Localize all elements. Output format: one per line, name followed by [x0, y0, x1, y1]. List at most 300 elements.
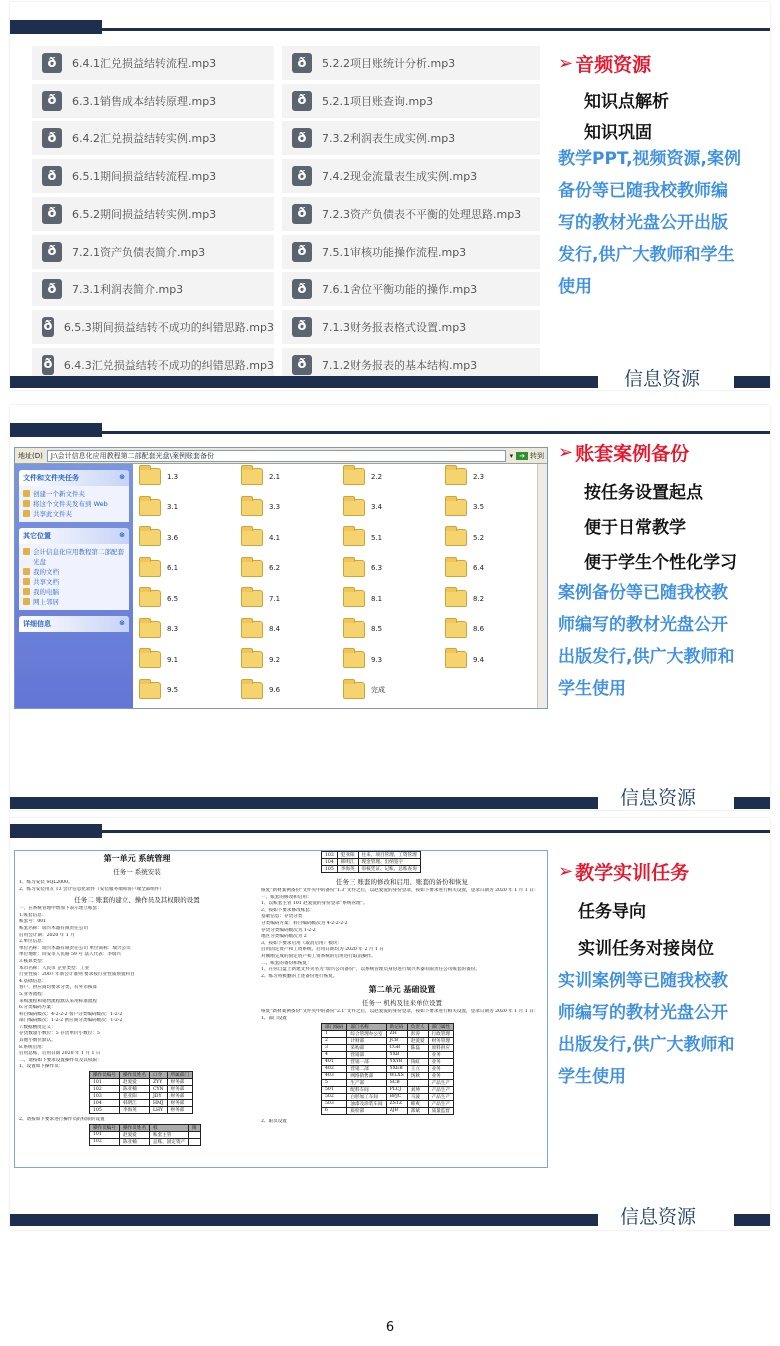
doc-line: 地区分类编码级次为 2 [261, 934, 307, 940]
top-bar-left [10, 824, 102, 838]
doc-page-left [19, 851, 255, 1167]
folder-item[interactable] [343, 499, 382, 516]
doc-table-cell: 4 [322, 1051, 347, 1058]
doc-line: 存货分类编码级次为 1-2-2 [261, 927, 316, 933]
doc-line: 启用会计期：2020 年 1 月 [19, 932, 75, 938]
top-bar-line [102, 28, 770, 31]
audio-note-icon: ð [42, 91, 62, 111]
doc-table-cell: 产品生产 [428, 1079, 453, 1086]
audio-note-icon: ð [292, 91, 312, 111]
audio-file-item[interactable] [32, 197, 274, 231]
tasks-item-2: 实训任务对接岗位 [578, 939, 714, 959]
doc-lines [261, 888, 543, 980]
folder-icon [241, 651, 263, 668]
bottom-bar [10, 797, 598, 809]
folder-icon [343, 560, 365, 577]
doc-line: 1、练习安装 SQL2000。 [19, 880, 73, 885]
doc-table-cell: 402 [322, 1065, 347, 1072]
audio-file-item[interactable] [282, 121, 540, 155]
doc-table-row [322, 859, 421, 866]
doc-table-cell: 彭涛 [407, 1030, 428, 1037]
slide-case-backup [10, 405, 770, 810]
doc-line: 本币名称：人民币 企业类型：工业 [19, 965, 90, 971]
folder-label: 5.2 [473, 533, 485, 542]
doc-line: 采购流程和销售流程默认采用标准流程 [19, 998, 98, 1004]
doc-table-header-cell: 限 [189, 1124, 201, 1131]
top-bar-line [102, 431, 770, 434]
tasks-heading-text: 教学实训任务 [575, 862, 690, 884]
doc-line: 存货数量小数位：5 存货单价小数位：5 [19, 1031, 100, 1037]
audio-desc-line: 发行,供广大教师和学生 [558, 245, 735, 265]
folder-item[interactable] [445, 529, 484, 546]
doc-table-cell: 刘坤 [407, 1086, 428, 1093]
folder-item[interactable] [241, 529, 280, 546]
audio-file-label: 6.5.1期间损益结转流程.mp3 [72, 170, 217, 184]
folder-icon [445, 560, 467, 577]
doc-table-cell: 财务部 [167, 1079, 192, 1086]
task-link-label: 共享此文件夹 [33, 510, 72, 518]
expand-icon[interactable]: ⊗ [119, 619, 125, 627]
folder-item[interactable] [139, 468, 178, 485]
document-preview [14, 850, 548, 1168]
folder-item[interactable] [445, 468, 484, 485]
tasks-desc [558, 965, 768, 1093]
task-link[interactable] [23, 489, 125, 499]
folder-icon [139, 621, 161, 638]
folder-label: 8.4 [269, 625, 281, 633]
doc-table-cell: 财务部 [167, 1107, 192, 1114]
task-panel-title: 详细信息 [23, 620, 51, 628]
doc-table-cell: 李海英 [337, 866, 358, 873]
audio-item-2: 知识巩固 [584, 123, 652, 143]
doc-table-cell: CGB [386, 1044, 407, 1051]
folder-icon [139, 468, 161, 485]
slide-audio-resources [10, 2, 770, 390]
doc-line: 1、以账套主管 101 赵爱爱的身份登录“系统管理”。 [261, 901, 368, 907]
doc-table-cell: HMJ [149, 1100, 167, 1107]
audio-file-item[interactable] [282, 46, 540, 80]
doc-table-cell: 101 [90, 1079, 120, 1086]
address-path: J:\会计信息化应用教程第二部配套光盘\案例账套备份 [50, 451, 214, 460]
folder-icon [343, 590, 365, 607]
bottom-bar [10, 376, 598, 388]
doc-table-cell: 郑斌 [407, 1107, 428, 1114]
folder-item[interactable] [139, 590, 178, 607]
doc-table-departments [321, 1023, 454, 1115]
folder-item[interactable] [241, 590, 280, 607]
go-button[interactable]: ➔ [516, 452, 528, 460]
doc-table-header-cell: 部门属性 [428, 1023, 453, 1030]
doc-table-cell: 财务部 [167, 1093, 192, 1100]
doc-table-cell: YXEB [386, 1065, 407, 1072]
folder-icon [445, 651, 467, 668]
task-panel-details [19, 616, 129, 632]
doc-line: 3、按如下要求启用（取消启用）模块： [261, 940, 343, 946]
doc-table-cell: JCB [386, 1037, 407, 1044]
audio-text-block [558, 50, 768, 303]
folder-item[interactable] [445, 621, 484, 638]
doc-table-cell: 6 [322, 1107, 347, 1114]
doc-line: 6.分类编码方案： [19, 1005, 56, 1011]
folder-icon [445, 590, 467, 607]
doc-table-cell: 王立 [407, 1065, 428, 1072]
audio-desc-line: 备份等已随我校教师编 [558, 181, 728, 201]
audio-note-icon: ð [42, 242, 62, 262]
backup-item-3: 便于学生个性化学习 [584, 553, 737, 573]
audio-file-item[interactable] [282, 159, 540, 193]
doc-line: 1.账套信息： [19, 912, 47, 918]
folder-item[interactable] [343, 682, 385, 699]
audio-note-icon: ð [42, 317, 54, 337]
folder-icon [343, 468, 365, 485]
task-link[interactable] [23, 509, 125, 519]
tasks-text-block [558, 858, 768, 1093]
folder-icon [139, 590, 161, 607]
doc-line: 单位名称：瑞兴木器有限责任公司 单位简称：瑞兴公司 [19, 945, 131, 951]
doc-table-cell: 计财部 [347, 1037, 386, 1044]
folder-label: 8.2 [473, 594, 485, 603]
folder-item[interactable] [343, 621, 382, 638]
folder-item[interactable] [139, 499, 178, 516]
place-link-label: 会计信息化应用教程第二部配套光盘 [33, 548, 124, 566]
doc-line: 账套号：001 [19, 919, 47, 925]
audio-desc-line: 写的教材光盘公开出版 [558, 213, 728, 233]
folder-label: 1.3 [167, 472, 179, 481]
folder-label: 3.4 [371, 503, 383, 511]
backup-desc-line: 师编写的教材光盘公开 [558, 615, 728, 635]
backup-heading [558, 439, 768, 466]
folder-item[interactable] [445, 651, 484, 668]
folder-label: 4.1 [269, 533, 281, 542]
doc-task-title: 任务一 机构及往来单位设置 [361, 999, 443, 1008]
doc-table-cell: 财务部 [167, 1100, 192, 1107]
doc-table-cell: 5 [322, 1079, 347, 1086]
footer-block [734, 1214, 770, 1226]
backup-item-2: 便于日常教学 [584, 518, 686, 538]
doc-table-cell: PLCJ [386, 1086, 407, 1093]
folder-icon [241, 529, 263, 546]
doc-line: 二、账套的备份和恢复： [261, 960, 312, 966]
folder-label: 6.4 [473, 564, 485, 572]
doc-table-cell [189, 1138, 201, 1145]
doc-table-row [322, 1065, 454, 1072]
audio-file-label: 7.5.1审核功能操作流程.mp3 [322, 245, 467, 259]
folder-label: 6.2 [269, 564, 281, 572]
doc-table-cell: 3 [322, 1044, 347, 1051]
place-link-label: 我的电脑 [33, 588, 59, 596]
doc-line: 启用固定资产和工资系统，启用日期均为 2020 年 2 月 1 日 [261, 947, 384, 953]
doc-table-cell: 营销二部 [347, 1065, 386, 1072]
doc-lines [261, 1009, 543, 1022]
audio-file-item[interactable] [282, 272, 540, 306]
place-icon [23, 588, 30, 595]
footer-label: 信息资源 [624, 368, 701, 390]
audio-file-item[interactable] [282, 310, 540, 344]
task-link[interactable] [23, 499, 125, 509]
audio-file-item[interactable] [32, 310, 274, 344]
doc-line: 行业性质：2007 年新会计准则 要求按行业性质预置科目 [19, 972, 135, 978]
folder-item[interactable] [343, 651, 382, 668]
audio-file-item[interactable] [282, 84, 540, 118]
doc-line: 部门编码级次：1-2-2 供应商分类编码级次：1-2-2 [19, 1018, 123, 1024]
folder-item[interactable] [139, 682, 178, 699]
audio-note-icon: ð [292, 279, 312, 299]
audio-file-item[interactable] [282, 235, 540, 269]
doc-table-cell: 审核凭证、记账、总账查询 [358, 866, 420, 873]
doc-table-cell: JDY [149, 1093, 167, 1100]
audio-note-icon: ð [42, 166, 62, 186]
collapse-icon[interactable]: ⊗ [119, 473, 125, 481]
doc-table-cell: 业务 [428, 1065, 453, 1072]
doc-table-header-cell: 操作员编号 [90, 1124, 120, 1131]
doc-table-cell: 502 [322, 1093, 347, 1100]
backup-heading-text: 账套案例备份 [575, 443, 690, 465]
explorer-task-pane [15, 464, 133, 708]
bottom-bar [10, 1214, 598, 1226]
backup-desc [558, 577, 768, 705]
doc-table-cell: 104 [322, 859, 338, 866]
doc-table-cell: 钱虹 [407, 1058, 428, 1065]
doc-table-cell: 油漆及涂装车间 [347, 1100, 386, 1107]
doc-table-cell: 赵爱爱 [119, 1079, 149, 1086]
place-link[interactable] [23, 597, 125, 607]
folder-label: 6.5 [167, 594, 179, 603]
doc-table-cell: 103 [90, 1093, 120, 1100]
folder-item[interactable] [445, 499, 484, 516]
folder-icon [445, 468, 467, 485]
doc-table-header-cell: 负责人 [407, 1023, 428, 1030]
doc-table-cell: 401 [322, 1058, 347, 1065]
footer-block [734, 797, 770, 809]
doc-table-row [322, 1093, 454, 1100]
doc-table-header-cell: 操作员编号 [90, 1072, 120, 1079]
folder-item[interactable] [241, 651, 280, 668]
folder-item[interactable] [343, 468, 382, 485]
doc-table-cell: 105 [322, 866, 338, 873]
folder-label: 2.2 [371, 472, 383, 481]
audio-note-icon: ð [292, 355, 312, 375]
doc-line: 1、部门设置 [261, 1015, 287, 1021]
top-bar-left [10, 20, 102, 34]
folder-icon [445, 499, 467, 516]
doc-table-cell: SCB [386, 1079, 407, 1086]
doc-table-cell: 105 [90, 1107, 120, 1114]
place-link-label: 网上邻居 [33, 598, 59, 606]
folder-label: 9.5 [167, 686, 179, 694]
audio-file-item[interactable] [32, 84, 274, 118]
task-panel-header[interactable] [19, 470, 129, 486]
doc-task-title: 任务二 账套的建立、操作员及其权限的设置 [74, 896, 200, 905]
audio-heading [558, 50, 768, 77]
task-list [19, 486, 129, 522]
backup-desc-line: 学生使用 [558, 679, 626, 699]
doc-lines [19, 906, 255, 1071]
place-link[interactable] [23, 587, 125, 597]
folder-item[interactable] [241, 468, 280, 485]
doc-table-cell: 财务部 [167, 1086, 192, 1093]
task-icon [23, 490, 30, 497]
task-panel-title: 文件和文件夹任务 [23, 474, 79, 482]
folder-icon [343, 682, 365, 699]
audio-file-item[interactable] [32, 46, 274, 80]
footer-block [734, 376, 770, 388]
doc-line: 4.基础信息： [19, 978, 47, 984]
doc-table-cell: 营销部 [347, 1051, 386, 1058]
folder-label: 3.1 [167, 503, 179, 511]
folder-icon [343, 499, 365, 516]
audio-file-label: 6.4.3汇兑损益结转不成功的纠错思路.mp3 [63, 358, 274, 372]
audio-note-icon: ð [292, 53, 312, 73]
doc-line: 单位地址：同安市人民路 59 号 法人代表：李瑞兴 [19, 952, 122, 958]
folder-item[interactable] [139, 529, 178, 546]
place-icon [23, 568, 30, 575]
folder-icon [139, 682, 161, 699]
doc-table-cell [407, 1051, 428, 1058]
arrow-bullet-icon: ➢ [558, 442, 574, 463]
audio-file-label: 5.2.1项目账查询.mp3 [322, 94, 434, 108]
doc-table-cell: CYN [149, 1086, 167, 1093]
doc-table-header-cell: 操作员姓名 [119, 1072, 149, 1079]
folder-item[interactable] [241, 560, 280, 577]
audio-file-label: 6.4.1汇兑损益结转流程.mp3 [72, 57, 217, 70]
doc-table-cell: 犯亚阳 [337, 852, 358, 859]
go-label[interactable]: 转到 [530, 451, 544, 460]
audio-file-label: 7.1.3财务报表格式设置.mp3 [322, 320, 467, 334]
doc-table-header [322, 1023, 454, 1030]
folder-item[interactable] [445, 590, 484, 607]
doc-table-cell: 102 [90, 1138, 120, 1145]
doc-line: 2、练习安装用友 T3 会计信息化软件（安装服务端和客户端全部组件） [19, 886, 165, 892]
doc-table-header-cell: 部门编码 [322, 1023, 347, 1030]
folder-icon [445, 529, 467, 546]
folder-item[interactable] [343, 529, 382, 546]
audio-file-label: 7.4.2现金流量表生成实例.mp3 [322, 170, 478, 184]
doc-table-cell: 403 [322, 1072, 347, 1079]
doc-line: 2.单位信息： [19, 939, 47, 945]
audio-file-label: 6.5.3期间损益结转不成功的纠错思路.mp3 [63, 320, 274, 334]
doc-table-cell: 赵爱爱 [407, 1037, 428, 1044]
doc-line: 一、账套的修改和启用： [261, 894, 312, 900]
doc-line: 1、设置如下操作员： [19, 1064, 64, 1070]
tasks-desc-line: 师编写的教材光盘公开 [558, 1003, 728, 1023]
audio-file-item[interactable] [32, 121, 274, 155]
audio-file-item[interactable] [32, 272, 274, 306]
audio-file-item[interactable] [32, 235, 274, 269]
doc-line: 二、请按如下要求设置操作员及其权限： [19, 1057, 102, 1063]
scrollbar[interactable] [537, 464, 547, 708]
doc-table-cell: 产品生产 [428, 1093, 453, 1100]
doc-line: 2、职员设置 [261, 1118, 287, 1124]
folder-icon [139, 651, 161, 668]
place-link[interactable] [23, 547, 125, 567]
doc-table-cell: ZYY [149, 1079, 167, 1086]
folder-item[interactable] [241, 621, 280, 638]
folder-item[interactable] [241, 682, 280, 699]
audio-item-1: 知识点解析 [584, 92, 669, 112]
folder-item[interactable] [445, 560, 484, 577]
doc-table-cell: ZH [386, 1030, 407, 1037]
address-field[interactable] [47, 450, 506, 462]
audio-file-item[interactable] [32, 159, 274, 193]
audio-note-icon: ð [42, 279, 62, 299]
task-icon [23, 500, 30, 507]
doc-task-title: 任务一 系统安装 [113, 868, 161, 876]
folder-item[interactable] [343, 560, 382, 577]
place-link-label: 我的文档 [33, 568, 59, 576]
folder-label: 2.3 [473, 472, 485, 481]
folder-label: 8.1 [371, 594, 383, 603]
doc-table-row [90, 1107, 193, 1114]
audio-file-item[interactable] [282, 197, 540, 231]
footer-label: 信息资源 [620, 787, 697, 809]
doc-line: 账套名称：瑞兴木器有限责任公司 [19, 925, 88, 931]
place-link[interactable] [23, 577, 125, 587]
doc-table-cell: 马波 [407, 1093, 428, 1100]
doc-table-row [322, 1072, 454, 1079]
folder-item[interactable] [139, 560, 178, 577]
backup-item-1: 按任务设置起点 [584, 483, 703, 503]
doc-table-cell: 业务 [428, 1058, 453, 1065]
folder-label: 3.6 [167, 533, 179, 542]
doc-table-cell: 业务 [428, 1072, 453, 1079]
doc-table-cell: 原料供应 [428, 1044, 453, 1051]
doc-table-cell: 质量监督 [428, 1107, 453, 1114]
audio-desc [558, 143, 768, 303]
doc-lines [19, 880, 255, 893]
folder-item[interactable] [241, 499, 280, 516]
doc-table-cell: ZSTZ [386, 1100, 407, 1107]
folder-label: 8.5 [371, 625, 383, 633]
place-link[interactable] [23, 567, 125, 577]
audio-file-label: 7.6.1舍位平衡功能的操作.mp3 [322, 283, 478, 297]
doc-line: 基础信息：存货分类 [261, 914, 303, 920]
folder-item[interactable] [343, 590, 382, 607]
backup-desc-line: 案例备份等已随我校教 [558, 583, 728, 603]
doc-table-cell: 营销一部 [347, 1058, 386, 1065]
folder-label: 7.1 [269, 594, 281, 603]
audio-desc-line: 教学PPT,视频资源,案例 [558, 149, 742, 169]
chevron-down-icon[interactable]: ▾ [509, 451, 514, 460]
audio-file-label: 7.1.2财务报表的基本结构.mp3 [322, 358, 478, 372]
audio-file-label: 7.2.3资产负债表不平衡的处理思路.mp3 [322, 207, 522, 221]
doc-table-operators [89, 1071, 193, 1114]
doc-table-cell: 李海英 [119, 1107, 149, 1114]
doc-table-cell: 总账、固定资产 [149, 1138, 188, 1145]
folder-item[interactable] [139, 651, 178, 668]
doc-table-cell: 1 [322, 1030, 347, 1037]
doc-table-header-cell: 所属部门 [167, 1072, 192, 1079]
doc-table-row [90, 1093, 193, 1100]
folder-icon [241, 560, 263, 577]
collapse-icon[interactable]: ⊗ [119, 531, 125, 539]
audio-heading-text: 音频资源 [575, 54, 652, 76]
audio-note-icon: ð [292, 204, 312, 224]
doc-line: 1、在你自盘上新建文件夹名为“瑞兴公司备份”，以系统管理员身份进行瑞兴木器有限责任公司账套的备份。 [261, 967, 480, 973]
folder-item[interactable] [139, 621, 178, 638]
doc-table-row [322, 866, 421, 873]
arrow-bullet-icon: ➢ [558, 53, 574, 74]
doc-table-cell: YXB [386, 1051, 407, 1058]
audio-note-icon: ð [42, 204, 62, 224]
doc-table-cell: 101 [90, 1131, 120, 1138]
address-label: 地址(D) [18, 451, 43, 460]
place-icon [23, 548, 30, 555]
task-panel-header[interactable] [19, 528, 129, 544]
doc-table-permissions [89, 1124, 201, 1146]
doc-table-header-cell: 口令 [149, 1072, 167, 1079]
task-panel-header[interactable] [19, 616, 129, 632]
doc-table-row [322, 1030, 454, 1037]
